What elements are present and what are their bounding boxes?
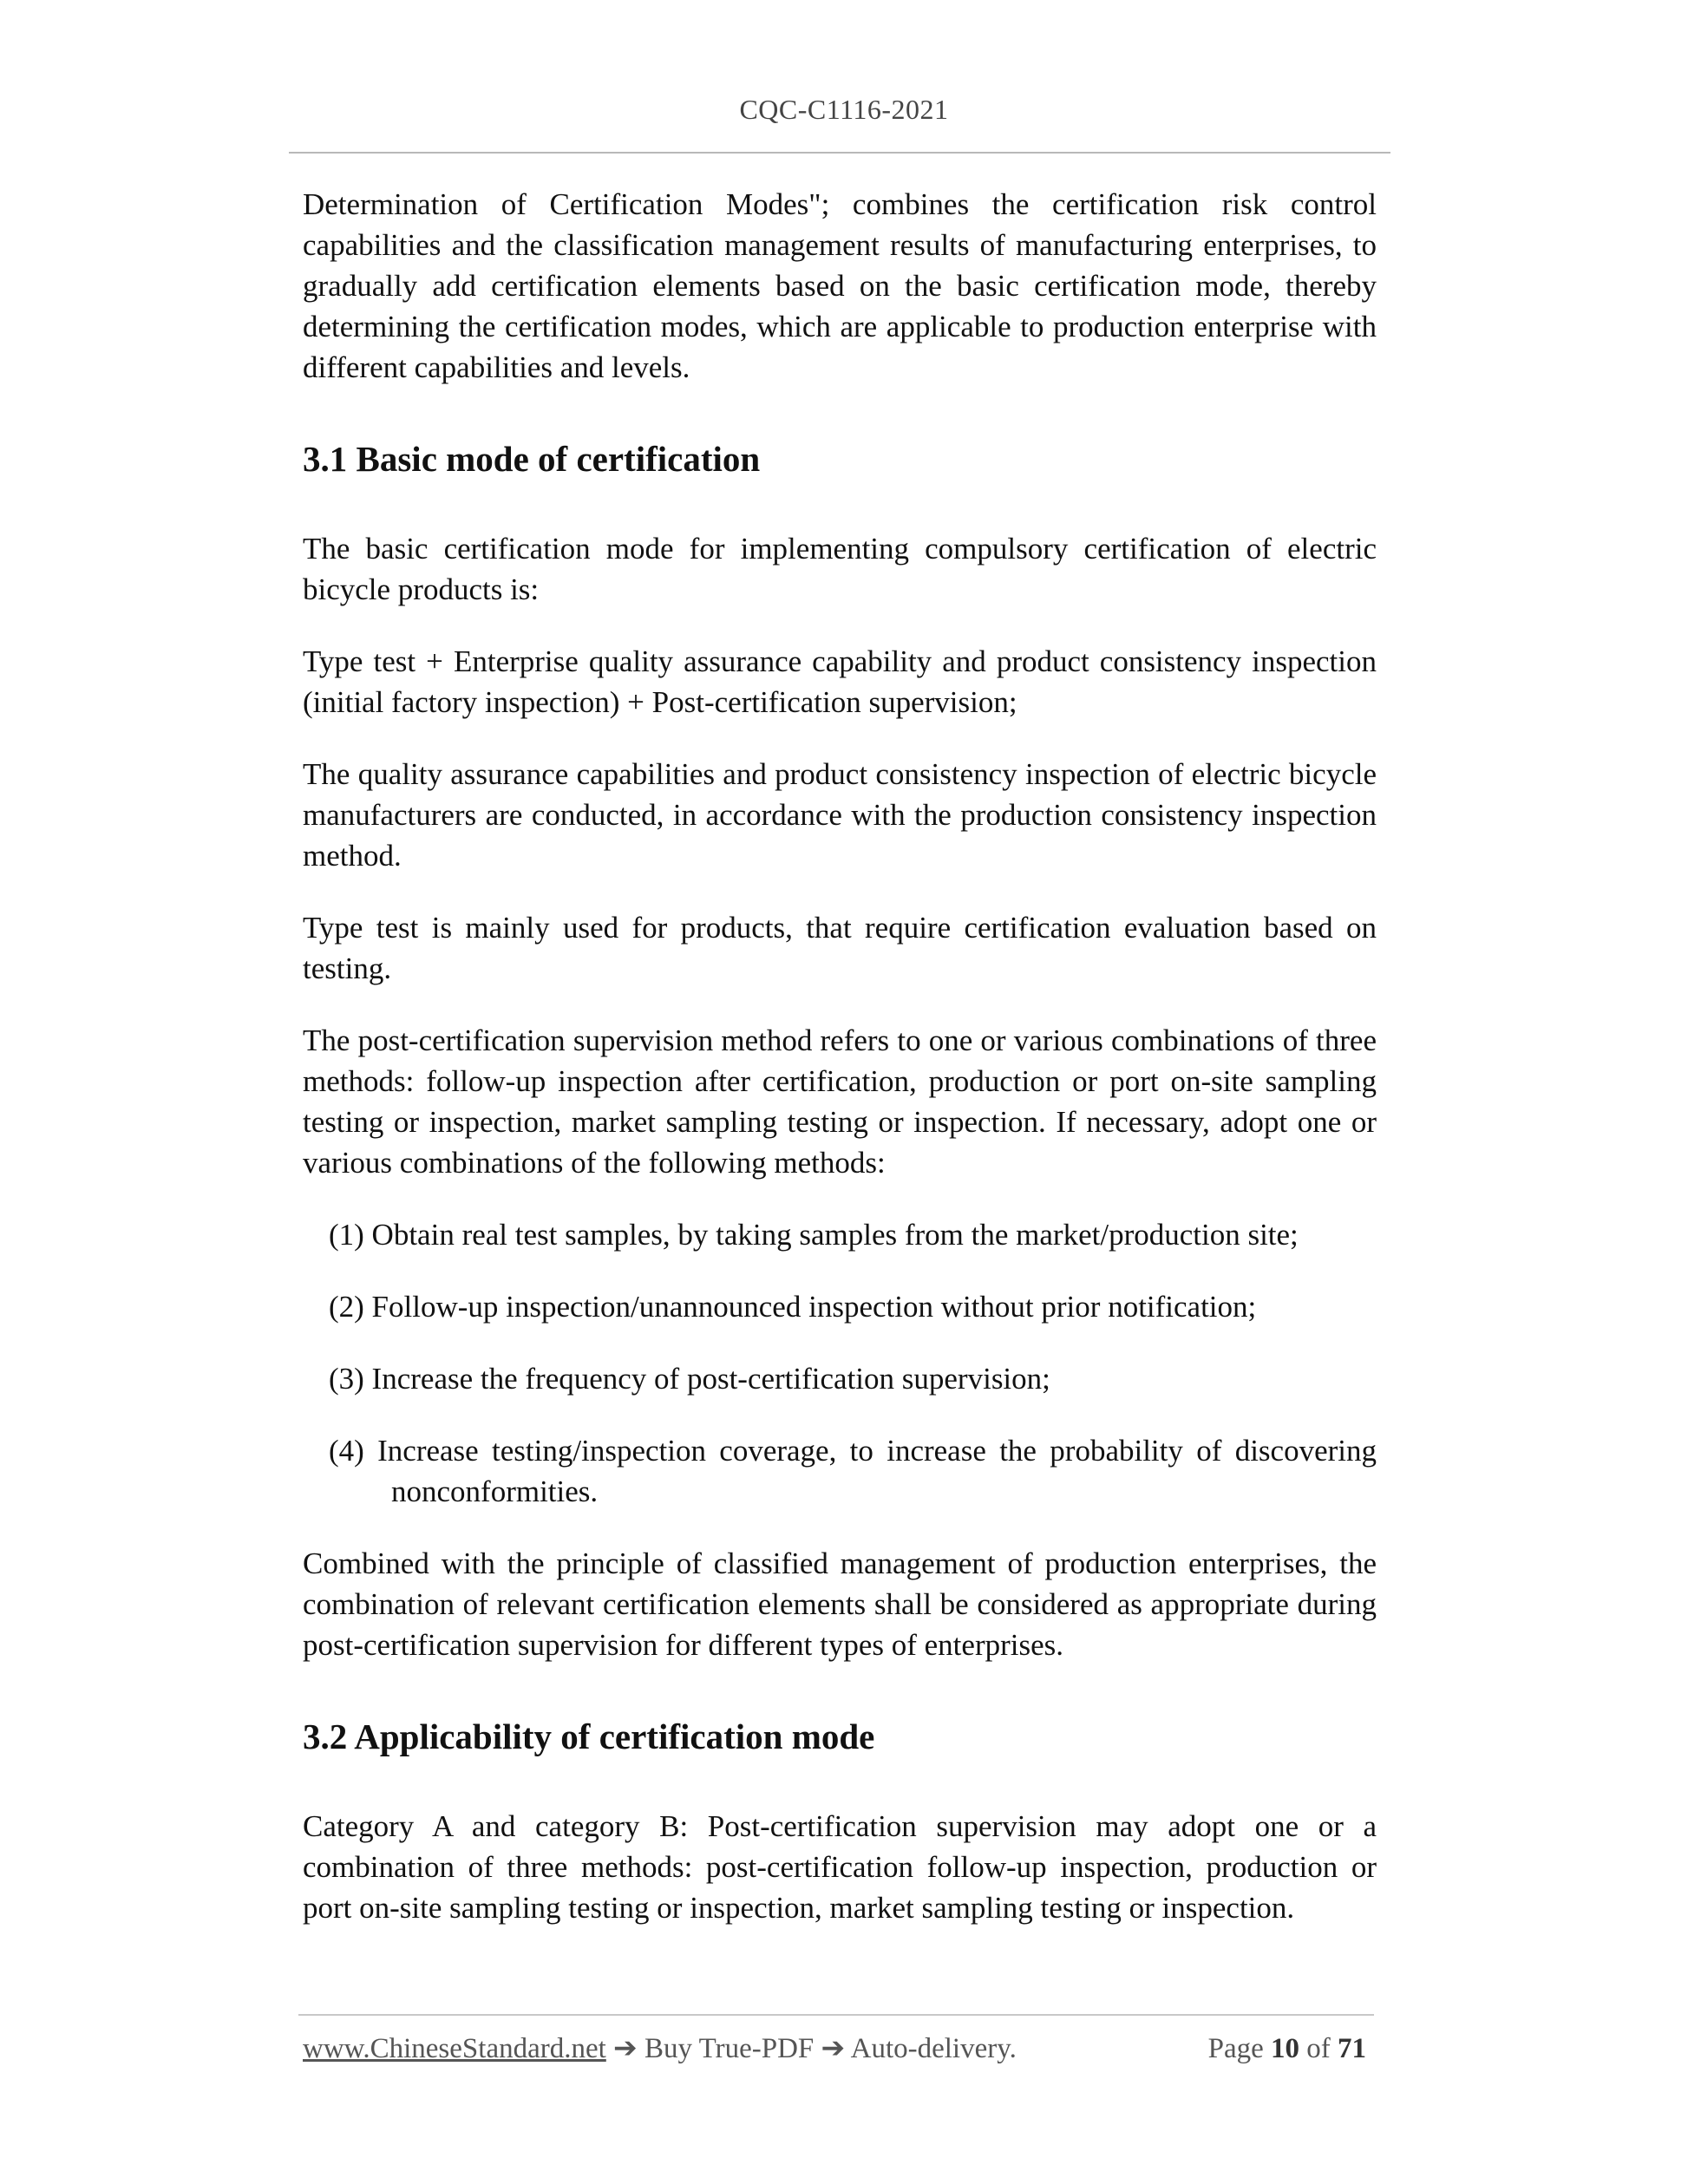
page-footer [303,2030,1366,2068]
list-item: (2) Follow-up inspection/unannounced inspection without prior notification; [329,1290,1257,1324]
intro-paragraph: Determination of Certification Modes"; combines the certification risk control capabilities and the classification management results of manufacturing enterprises, to gradually add certification elements based on the basic certification mode, thereby determining the certification modes, which are applicable to production enterprise with different capabilities and levels. [303,187,1377,384]
list-item: (1) Obtain real test samples, by taking samples from the market/production site; [329,1218,1299,1252]
header-divider [289,152,1390,154]
paragraph-basic-mode: The basic certification mode for implementing compulsory certification of electric bicycle products is: [303,532,1377,606]
arrow-right-icon: ➔ [821,2033,846,2064]
footer-divider [298,2014,1374,2016]
auto-delivery-text: Auto-delivery. [850,2033,1017,2064]
footer-promo [303,2030,1017,2068]
paragraph-type-test-formula: Type test + Enterprise quality assurance capability and product consistency inspection (initial factory inspection) + Post-certification supervision; [303,644,1377,719]
page-indicator [1208,2030,1366,2068]
page-label: Page [1207,2033,1264,2064]
paragraph-quality-assurance: The quality assurance capabilities and product consistency inspection of electric bicycle manufacturers are conducted, in accordance with the production consistency inspection method. [303,757,1377,873]
website-link[interactable]: www.ChineseStandard.net [303,2033,606,2064]
paragraph-supervision-method: The post-certification supervision method refers to one or various combinations of three methods: follow-up inspection after certification, production or port on-site sampling testing or inspection, market sampling testing or inspection. If necessary, adopt one or various combinations of the following methods: [303,1023,1377,1180]
paragraph-classified-management: Combined with the principle of classified management of production enterprises, the combination of relevant certification elements shall be considered as appropriate during post-certification supervision for different types of enterprises. [303,1546,1377,1662]
page-body [303,184,1377,1959]
list-item: (3) Increase the frequency of post-certification supervision; [329,1362,1050,1396]
list-item: (4) Increase testing/inspection coverage, to increase the probability of discovering nonconformities. [329,1434,1377,1508]
paragraph-type-test-usage: Type test is mainly used for products, that require certification evaluation based on testing. [303,911,1377,985]
arrow-right-icon: ➔ [613,2033,638,2064]
buy-true-pdf-text: Buy True-PDF [644,2033,815,2064]
total-pages: 71 [1338,2033,1366,2064]
section-heading-3-1: 3.1 Basic mode of certification [303,439,761,479]
of-label: of [1306,2033,1331,2064]
document-code-header: CQC-C1116-2021 [739,94,949,125]
page-number: 10 [1271,2033,1299,2064]
paragraph-category-a-b: Category A and category B: Post-certification supervision may adopt one or a combination of three methods: post-certification follow-up inspection, production or port on-site sampling testing or inspection, market sampling testing or inspection. [303,1809,1377,1925]
section-heading-3-2: 3.2 Applicability of certification mode [303,1716,875,1756]
